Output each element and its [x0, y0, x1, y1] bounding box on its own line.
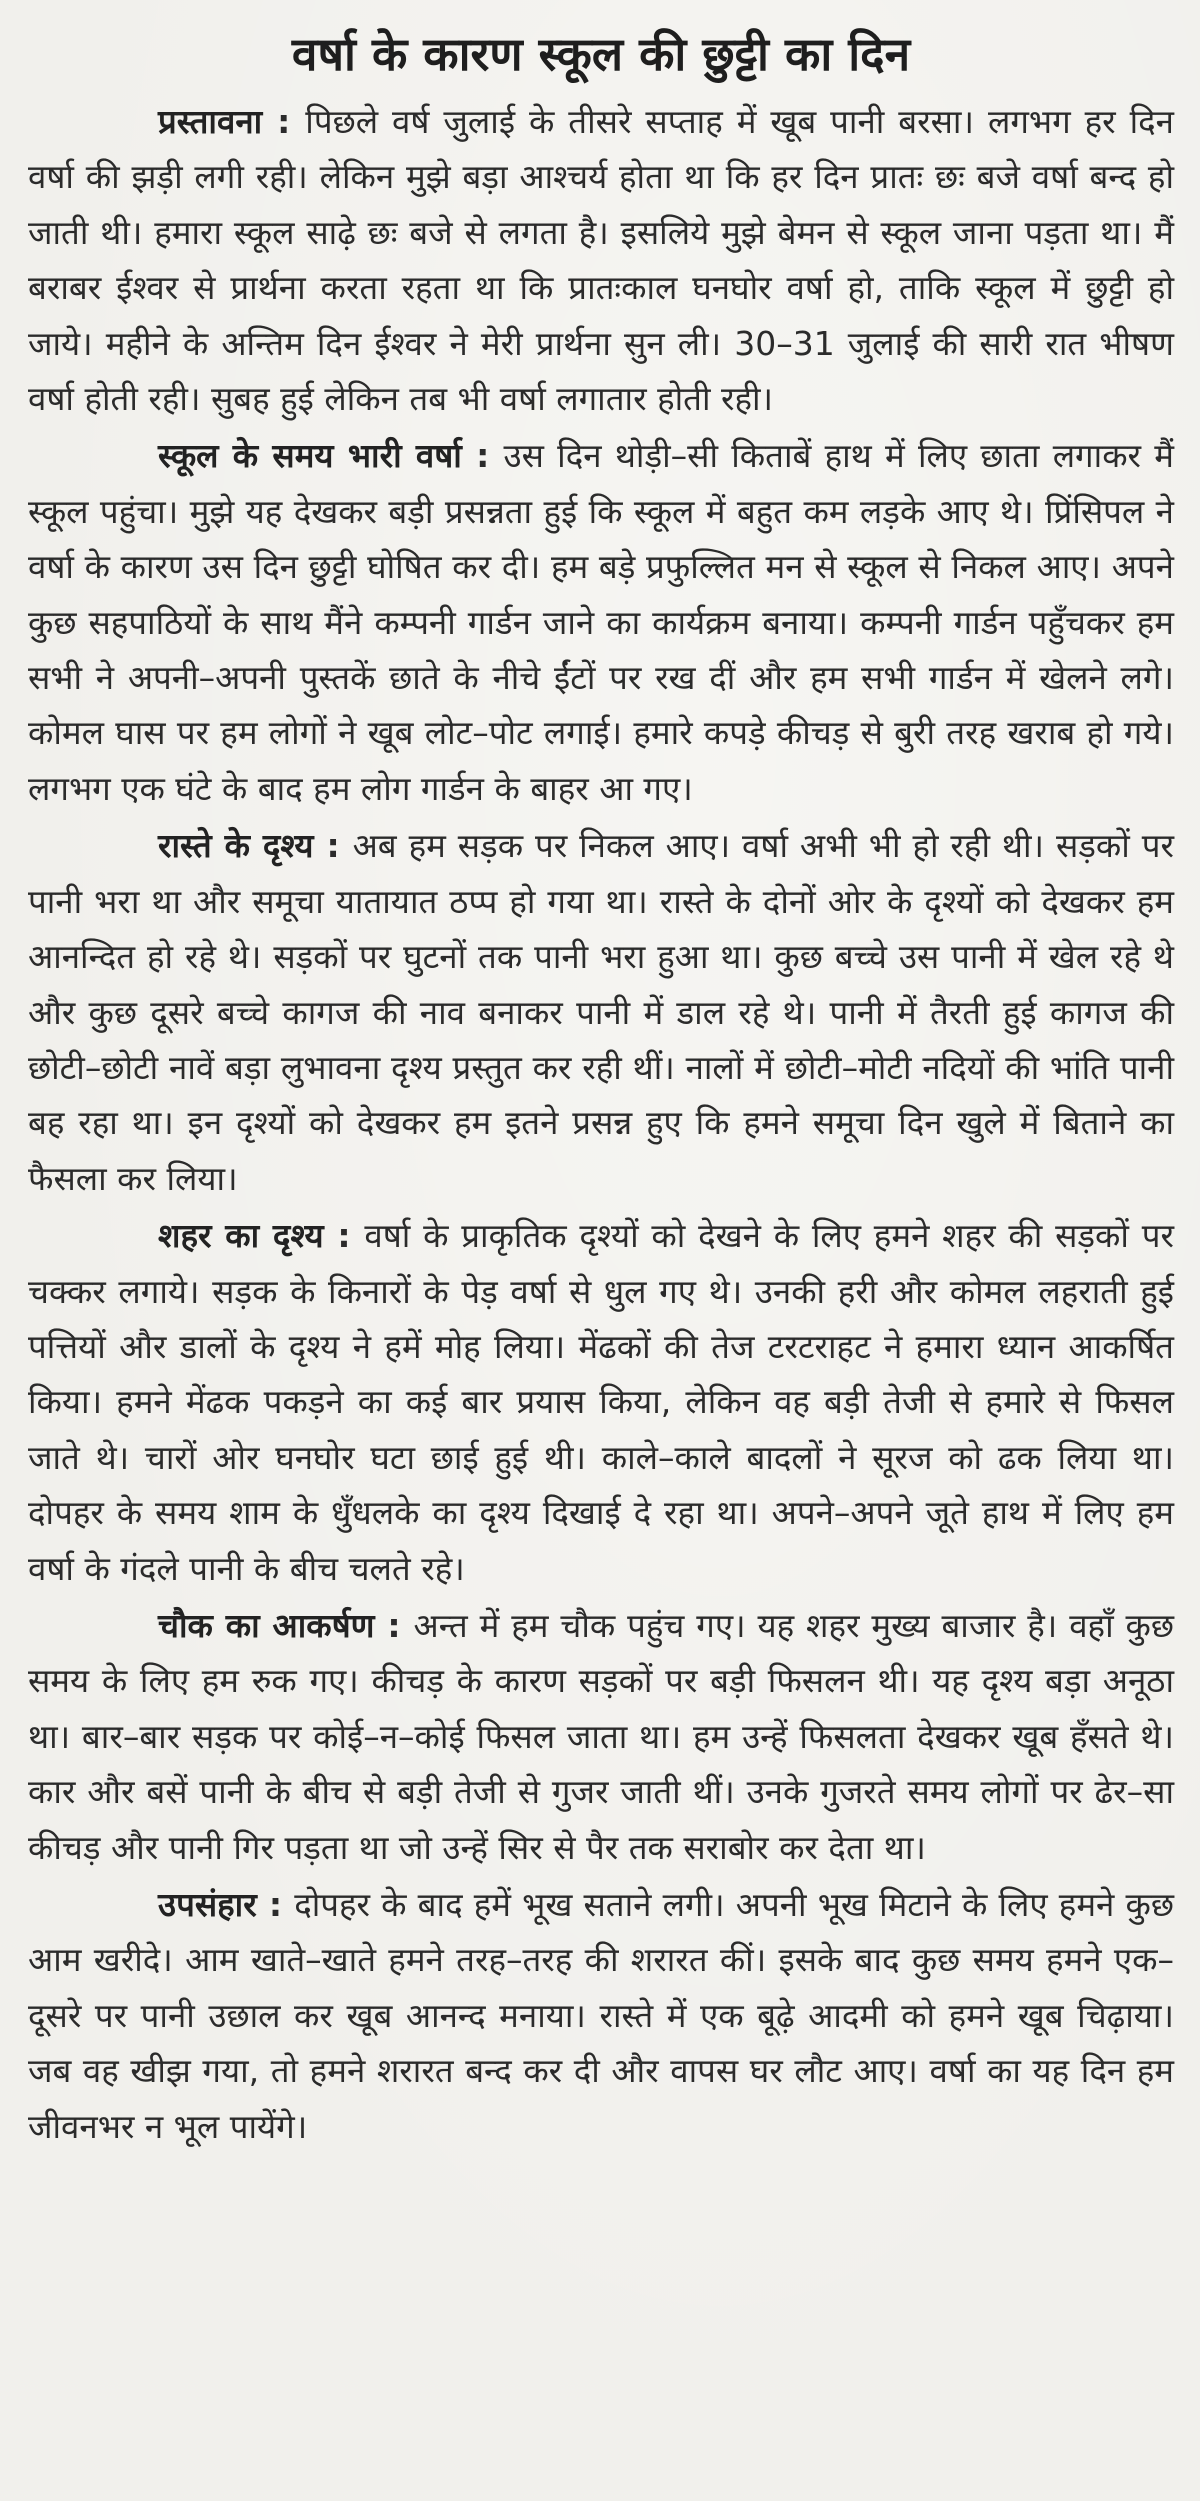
section-heading: स्कूल के समय भारी वर्षा	[158, 436, 462, 476]
section-heading: चौक का आकर्षण	[158, 1605, 375, 1645]
section-intro	[28, 94, 1174, 426]
section-text: पिछले वर्ष जुलाई के तीसरे सप्ताह में खूब पानी बरसा। लगभग हर दिन वर्षा की झड़ी लगी रही। लेकिन मुझे बड़ा आश्चर्य होता था कि हर दिन प्रातः छः बजे वर्षा बन्द हो जाती थी। हमारा स्कूल साढ़े छः बजे से लगता है। इसलिये मुझे बेमन से स्कूल जाना पड़ता था। मैं बराबर ईश्वर से प्रार्थना करता रहता था कि प्रातःकाल घनघोर वर्षा हो, ताकि स्कूल में छुट्टी हो जाये। महीने के अन्तिम दिन ईश्वर ने मेरी प्रार्थना सुन ली। 30–31 जुलाई की सारी रात भीषण वर्षा होती रही। सुबह हुई लेकिन तब भी वर्षा लगातार होती रही।	[28, 102, 1174, 419]
heading-separator: :	[313, 826, 353, 866]
heading-separator: :	[262, 102, 306, 141]
section-heading: रास्ते के दृश्य	[158, 826, 314, 866]
document-title: वर्षा के कारण स्कूल की छुट्टी का दिन	[291, 27, 911, 81]
section-road-scenes	[28, 818, 1174, 1206]
heading-separator: :	[374, 1605, 414, 1645]
section-heavy-rain	[28, 428, 1174, 816]
section-conclusion	[28, 1877, 1174, 2154]
heading-separator: :	[256, 1885, 295, 1924]
section-text: अब हम सड़क पर निकल आए। वर्षा अभी भी हो रही थी। सड़कों पर पानी भरा था और समूचा यातायात ठप्प हो गया था। रास्ते के दोनों ओर के दृश्यों को देखकर हम आनन्दित हो रहे थे। सड़कों पर घुटनों तक पानी भरा हुआ था। कुछ बच्चे उस पानी में खेल रहे थे और कुछ दूसरे बच्चे कागज की नाव बनाकर पानी में डाल रहे थे। पानी में तैरती हुई कागज की छोटी–छोटी नावें बड़ा लुभावना दृश्य प्रस्तुत कर रही थीं। नालों में छोटी–मोटी नदियों की भांति पानी बह रहा था। इन दृश्यों को देखकर हम इतने प्रसन्न हुए कि हमने समूचा दिन खुले में बिताने का फैसला कर लिया।	[28, 826, 1174, 1198]
section-heading: प्रस्तावना	[158, 102, 263, 141]
section-heading: शहर का दृश्य	[158, 1216, 324, 1256]
section-city-scene	[28, 1208, 1174, 1596]
heading-separator: :	[323, 1216, 365, 1256]
section-text: उस दिन थोड़ी–सी किताबें हाथ में लिए छाता लगाकर मैं स्कूल पहुंचा। मुझे यह देखकर बड़ी प्रसन्नता हुई कि स्कूल में बहुत कम लड़के आए थे। प्रिंसिपल ने वर्षा के कारण उस दिन छुट्टी घोषित कर दी। हम बड़े प्रफुल्लित मन से स्कूल से निकल आए। अपने कुछ सहपाठियों के साथ मैंने कम्पनी गार्डन जाने का कार्यक्रम बनाया। कम्पनी गार्डन पहुँचकर हम सभी ने अपनी–अपनी पुस्तकें छाते के नीचे ईंटों पर रख दीं और हम सभी गार्डन में खेलने लगे। कोमल घास पर हम लोगों ने खूब लोट–पोट लगाई। हमारे कपड़े कीचड़ से बुरी तरह खराब हो गये। लगभग एक घंटे के बाद हम लोग गार्डन के बाहर आ गए।	[28, 436, 1175, 808]
section-chowk	[28, 1598, 1174, 1875]
section-text: अन्त में हम चौक पहुंच गए। यह शहर मुख्य बाजार है। वहाँ कुछ समय के लिए हम रुक गए। कीचड़ के कारण सड़कों पर बड़ी फिसलन थी। यह दृश्य बड़ा अनूठा था। बार–बार सड़क पर कोई–न–कोई फिसल जाता था। हम उन्हें फिसलता देखकर खूब हँसते थे। कार और बसें पानी के बीच से बड़ी तेजी से गुजर जाती थीं। उनके गुजरते समय लोगों पर ढेर–सा कीचड़ और पानी गिर पड़ता था जो उन्हें सिर से पैर तक सराबोर कर देता था।	[28, 1605, 1174, 1867]
section-text: वर्षा के प्राकृतिक दृश्यों को देखने के लिए हमने शहर की सड़कों पर चक्कर लगाये। सड़क के किनारों के पेड़ वर्षा से धुल गए थे। उनकी हरी और कोमल लहराती हुई पत्तियों और डालों के दृश्य ने हमें मोह लिया। मेंढकों की तेज टरटराहट ने हमारा ध्यान आकर्षित किया। हमने मेंढक पकड़ने का कई बार प्रयास किया, लेकिन वह बड़ी तेजी से हमारे से फिसल जाते थे। चारों ओर घनघोर घटा छाई हुई थी। काले–काले बादलों ने सूरज को ढक लिया था। दोपहर के समय शाम के धुँधलके का दृश्य दिखाई दे रहा था। अपने–अपने जूते हाथ में लिए हम वर्षा के गंदले पानी के बीच चलते रहे।	[28, 1216, 1174, 1588]
section-text: दोपहर के बाद हमें भूख सताने लगी। अपनी भूख मिटाने के लिए हमने कुछ आम खरीदे। आम खाते–खाते हमने तरह–तरह की शरारत कीं। इसके बाद कुछ समय हमने एक–दूसरे पर पानी उछाल कर खूब आनन्द मनाया। रास्ते में एक बूढ़े आदमी को हमने खूब चिढ़ाया। जब वह खीझ गया, तो हमने शरारत बन्द कर दी और वापस घर लौट आए। वर्षा का यह दिन हम जीवनभर न भूल पायेंगे।	[28, 1885, 1174, 2146]
section-heading: उपसंहार	[158, 1885, 257, 1924]
heading-separator: :	[461, 436, 504, 476]
